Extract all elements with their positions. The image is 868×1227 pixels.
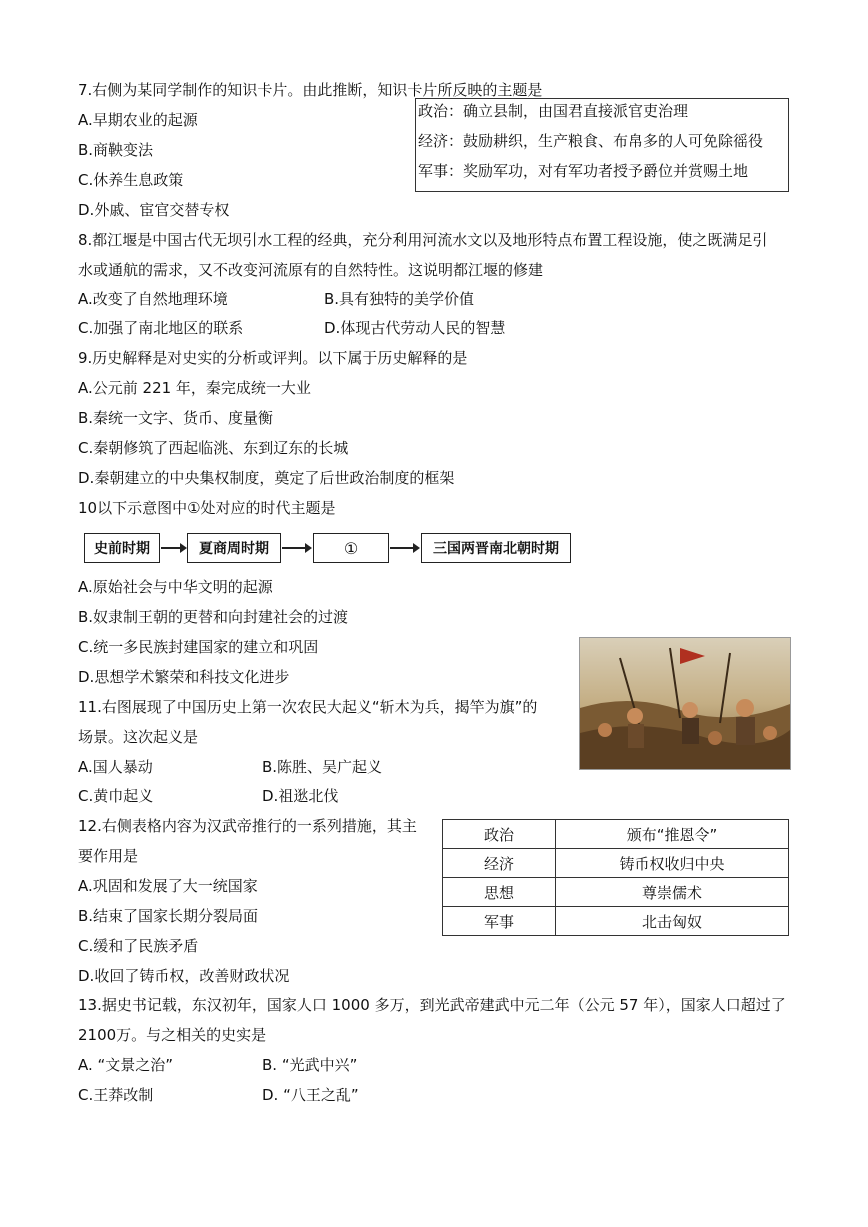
q8-option-b: B.具有独特的美学价值	[324, 290, 475, 308]
q12-option-b: B.结束了国家长期分裂局面	[78, 907, 259, 925]
table-cell-category: 思想	[443, 878, 556, 907]
table-cell-category: 经济	[443, 849, 556, 878]
q7-option-d: D.外戚、宦官交替专权	[78, 201, 230, 219]
table-cell-category: 政治	[443, 820, 556, 849]
flow-arrow-icon	[390, 547, 418, 549]
card-line-politics: 政治：确立县制，由国君直接派官吏治理	[418, 102, 689, 120]
q13-option-a: A. “文景之治”	[78, 1056, 174, 1074]
q13-option-b: B. “光武中兴”	[262, 1056, 358, 1074]
q11-option-d: D.祖逖北伐	[262, 787, 339, 805]
q12-option-d: D.收回了铸币权，改善财政状况	[78, 967, 290, 985]
q9-option-d: D.秦朝建立的中央集权制度，奠定了后世政治制度的框架	[78, 469, 455, 487]
q10-option-b: B.奴隶制王朝的更替和向封建社会的过渡	[78, 608, 349, 626]
flow-box-blank: ①	[313, 533, 389, 563]
q8-option-c: C.加强了南北地区的联系	[78, 319, 244, 337]
table-row	[443, 907, 789, 936]
q10-option-a: A.原始社会与中华文明的起源	[78, 578, 273, 596]
q8-stem-line1: 8.都江堰是中国古代无坝引水工程的经典，充分利用河流水文以及地形特点布置工程设施，使之既满足引	[78, 231, 768, 249]
table-cell-measure: 颁布“推恩令”	[556, 820, 789, 849]
q12-option-c: C.缓和了民族矛盾	[78, 937, 199, 955]
q7-option-c: C.休养生息政策	[78, 171, 184, 189]
card-line-economy: 经济：鼓励耕织，生产粮食、布帛多的人可免除徭役	[418, 132, 764, 150]
measures-table	[442, 819, 789, 936]
q11-option-a: A.国人暴动	[78, 758, 153, 776]
q12-option-a: A.巩固和发展了大一统国家	[78, 877, 258, 895]
q13-option-c: C.王莽改制	[78, 1086, 154, 1104]
q9-stem: 9.历史解释是对史实的分析或评判。以下属于历史解释的是	[78, 349, 468, 367]
q12-stem-line2: 要作用是	[78, 847, 139, 865]
q7-option-a: A.早期农业的起源	[78, 111, 198, 129]
q8-stem-line2: 水或通航的需求，又不改变河流原有的自然特性。这说明都江堰的修建	[78, 261, 544, 279]
q10-option-d: D.思想学术繁荣和科技文化进步	[78, 668, 290, 686]
q12-stem-line1: 12.右侧表格内容为汉武帝推行的一系列措施，其主	[78, 817, 417, 835]
q8-option-d: D.体现古代劳动人民的智慧	[324, 319, 506, 337]
q13-stem-line2: 2100万。与之相关的史实是	[78, 1026, 267, 1044]
q11-stem-line1: 11.右图展现了中国历史上第一次农民大起义“斩木为兵，揭竿为旗”的	[78, 698, 538, 716]
uprising-painting	[579, 637, 791, 770]
q11-stem-line2: 场景。这次起义是	[78, 728, 199, 746]
q13-option-d: D. “八王之乱”	[262, 1086, 359, 1104]
flow-box-xia-shang-zhou: 夏商周时期	[187, 533, 281, 563]
q11-option-b: B.陈胜、吴广起义	[262, 758, 383, 776]
table-row	[443, 820, 789, 849]
table-cell-measure: 北击匈奴	[556, 907, 789, 936]
q13-stem-line1: 13.据史书记载，东汉初年，国家人口 1000 多万，到光武帝建武中元二年（公元 57 年），国家人口超过了	[78, 996, 786, 1014]
q8-option-a: A.改变了自然地理环境	[78, 290, 228, 308]
q10-stem: 10以下示意图中①处对应的时代主题是	[78, 499, 336, 517]
q10-option-c: C.统一多民族封建国家的建立和巩固	[78, 638, 319, 656]
flow-arrow-icon	[282, 547, 310, 549]
table-cell-measure: 尊崇儒术	[556, 878, 789, 907]
q9-option-b: B.秦统一文字、货币、度量衡	[78, 409, 274, 427]
q7-option-b: B.商鞅变法	[78, 141, 154, 159]
q9-option-a: A.公元前 221 年，秦完成统一大业	[78, 379, 311, 397]
table-cell-measure: 铸币权收归中央	[556, 849, 789, 878]
card-line-military: 军事：奖励军功，对有军功者授予爵位并赏赐土地	[418, 162, 749, 180]
table-row	[443, 849, 789, 878]
table-cell-category: 军事	[443, 907, 556, 936]
q9-option-c: C.秦朝修筑了西起临洮、东到辽东的长城	[78, 439, 349, 457]
knowledge-card	[415, 98, 789, 192]
flow-box-prehistoric: 史前时期	[84, 533, 160, 563]
table-row	[443, 878, 789, 907]
q7-stem: 7.右侧为某同学制作的知识卡片。由此推断，知识卡片所反映的主题是	[78, 81, 543, 99]
flow-arrow-icon	[161, 547, 185, 549]
q11-option-c: C.黄巾起义	[78, 787, 154, 805]
flow-box-three-kingdoms: 三国两晋南北朝时期	[421, 533, 571, 563]
